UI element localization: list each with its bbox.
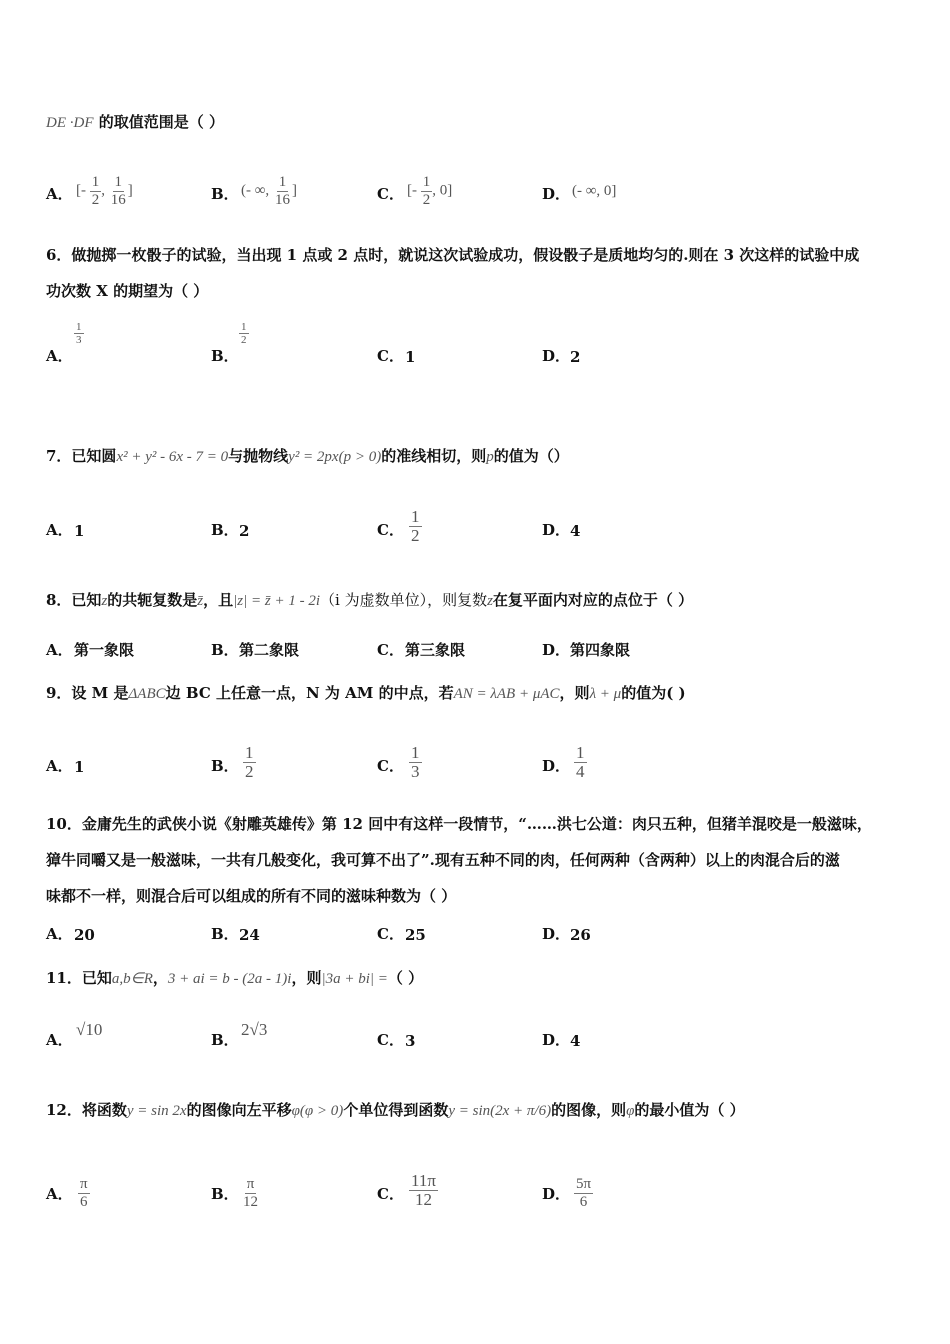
q5-stem [46, 104, 916, 141]
q11-options: A． √10 B． 2√3 C． 3 D． 4 [46, 1020, 581, 1050]
q9-options: A． 1 B． $\frac{1}{2}$ C． $\frac{1}{3}$ D． $\frac{1}{4}$ [46, 742, 585, 782]
q5-options: A． [- $\frac{1}{2}$ , $\frac{1}{16}$ ] B． (- ∞, $\frac{1}{16}$ ] C． [- $\frac{1}{2}$ , 0] D． (- ∞, 0] [46, 174, 617, 208]
q8-stem: 8．已知z的共轭复数是z̄，且|z| = z̄ + 1 - 2i（i 为虚数单位），则复数z在复平面内对应的点位于（ ） [46, 591, 694, 609]
q8-options: A． 第一象限 B． 第二象限 C． 第三象限 D． 第四象限 [46, 641, 631, 659]
q11-stem: 11．已知a,b∈R，3 + ai = b - (2a - 1)i，则|3a + bi| =（ ） [46, 969, 424, 987]
q12-options: A． $\frac{\pi}{6}$ B． $\frac{\pi}{12}$ C． $\frac{11\pi}{12}$ D． $\frac{5\pi}{6}$ [46, 1170, 592, 1210]
q9-vector-eq: AN = λAB + μAC [453, 686, 560, 702]
q9-stem: 9．设 M 是ΔABC边 BC 上任意一点，N 为 AM 的中点，若AN = λAB + μAC，则λ + μ的值为( ) [46, 684, 686, 702]
q12-stem: 12．将函数y = sin 2x的图像向左平移φ(φ > 0)个单位得到函数y = sin(2x + π/6)的图像，则φ的最小值为（ ） [46, 1101, 745, 1119]
q7-options: A． 1 B． 2 C． $\frac{1}{2}$ D． 4 [46, 506, 581, 546]
q7-parabola-eq: y² = 2px(p > 0) [288, 449, 382, 465]
q8-equation: |z| = z̄ + 1 - 2i [233, 593, 320, 609]
q11-equation: 3 + ai = b - (2a - 1)i [167, 971, 292, 987]
q10-options: A． 20 B． 24 C． 25 D． 26 [46, 925, 591, 944]
q12-target-function: y = sin(2x + π/6) [448, 1103, 552, 1119]
q5-text: 的取值范围是（ ） [98, 113, 224, 131]
q7-circle-eq: x² + y² - 6x - 7 = 0 [116, 449, 229, 465]
q7-stem: 7．已知圆x² + y² - 6x - 7 = 0与抛物线y² = 2px(p > 0)的准线相切，则p的值为（） [46, 447, 569, 465]
q10-stem: 10．金庸先生的武侠小说《射雕英雄传》第 12 回中有这样一段情节，“……洪七公道：肉只五种，但猪羊混咬是一般滋味， 獐牛同嚼又是一般滋味，一共有几般变化，我可算不出了”.现有五种不同的肉，任何两种（含两种）以上的肉混合后的滋 味都不一样，则混合后可以组成的所有不同的滋味种数为（ ） [46, 815, 872, 905]
q6-stem: 6．做抛掷一枚骰子的试验，当出现 1 点或 2 点时，就说这次试验成功，假设骰子是质地均匀的.则在 3 次这样的试验中成 功次数 X 的期望为（ ） [46, 246, 860, 300]
q5-math: DE ·DF [46, 115, 94, 131]
q6-options: A． $\frac{1}{3}$ B． $\frac{1}{2}$ C． 1 D． 2 [46, 320, 581, 366]
